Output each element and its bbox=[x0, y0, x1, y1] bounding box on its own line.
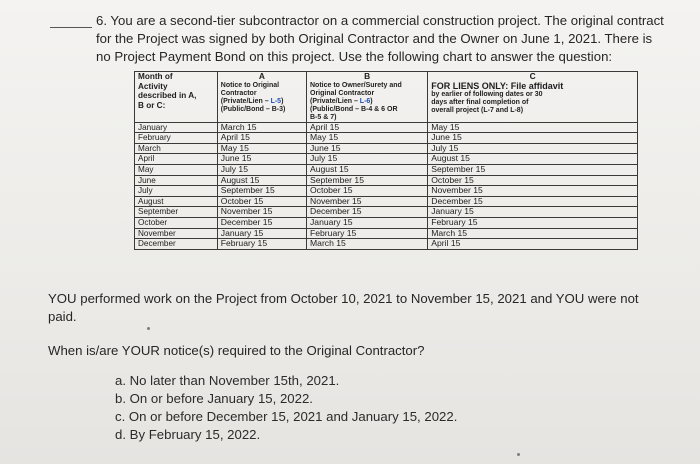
answer-options bbox=[115, 372, 457, 444]
cell-lien-affidavit: May 15 bbox=[428, 122, 638, 133]
question-prompt: When is/are YOUR notice(s) required to the Original Contractor? bbox=[48, 343, 425, 358]
cell-month: September bbox=[135, 207, 218, 218]
cell-month: May bbox=[135, 164, 218, 175]
answer-option-b[interactable]: b. On or before January 15, 2022. bbox=[115, 391, 313, 406]
cell-month: March bbox=[135, 143, 218, 154]
chart-row bbox=[135, 196, 638, 207]
cell-notice-original-contractor: November 15 bbox=[217, 207, 306, 218]
notice-deadline-chart bbox=[134, 71, 638, 250]
question-line: no Project Payment Bond on this project. Use the following chart to answer the question: bbox=[96, 49, 613, 64]
cell-notice-owner-surety: November 15 bbox=[307, 196, 428, 207]
cell-notice-original-contractor: June 15 bbox=[217, 154, 306, 165]
chart-body bbox=[135, 122, 638, 249]
cell-month: April bbox=[135, 154, 218, 165]
chart-row bbox=[135, 154, 638, 165]
cell-notice-owner-surety: April 15 bbox=[307, 122, 428, 133]
scenario-text bbox=[48, 290, 688, 326]
cell-notice-owner-surety: October 15 bbox=[307, 186, 428, 197]
answer-option-c[interactable]: c. On or before December 15, 2021 and January 15, 2022. bbox=[115, 409, 458, 424]
cell-notice-owner-surety: December 15 bbox=[307, 207, 428, 218]
cell-notice-original-contractor: July 15 bbox=[217, 164, 306, 175]
cell-month: October bbox=[135, 217, 218, 228]
answer-blank-line bbox=[50, 27, 92, 28]
header-column-a: A Notice to Original Contractor (Private/Lien – L-5) (Public/Bond – B-3) bbox=[217, 72, 306, 123]
cell-month: July bbox=[135, 186, 218, 197]
header-column-c: C FOR LIENS ONLY: File affidavit by earlier of following dates or 30 days after final completion of overall project (L-7 and L-8) bbox=[428, 72, 638, 123]
cell-notice-owner-surety: January 15 bbox=[307, 217, 428, 228]
cell-notice-owner-surety: March 15 bbox=[307, 239, 428, 250]
chart-row bbox=[135, 207, 638, 218]
cell-notice-original-contractor: April 15 bbox=[217, 133, 306, 144]
cell-notice-original-contractor: December 15 bbox=[217, 217, 306, 228]
answer-option-d[interactable]: d. By February 15, 2022. bbox=[115, 427, 261, 442]
header-month-of-activity: Month of Activity described in A, B or C: bbox=[135, 72, 218, 123]
chart-row bbox=[135, 228, 638, 239]
cell-lien-affidavit: March 15 bbox=[428, 228, 638, 239]
cell-lien-affidavit: December 15 bbox=[428, 196, 638, 207]
cell-lien-affidavit: August 15 bbox=[428, 154, 638, 165]
question-text bbox=[96, 12, 696, 66]
cell-notice-owner-surety: September 15 bbox=[307, 175, 428, 186]
chart-row bbox=[135, 133, 638, 144]
cell-notice-owner-surety: May 15 bbox=[307, 133, 428, 144]
cell-notice-original-contractor: August 15 bbox=[217, 175, 306, 186]
cell-lien-affidavit: October 15 bbox=[428, 175, 638, 186]
cell-notice-owner-surety: July 15 bbox=[307, 154, 428, 165]
chart-row bbox=[135, 175, 638, 186]
cell-month: June bbox=[135, 175, 218, 186]
cell-lien-affidavit: September 15 bbox=[428, 164, 638, 175]
cell-month: November bbox=[135, 228, 218, 239]
cell-lien-affidavit: November 15 bbox=[428, 186, 638, 197]
cell-notice-original-contractor: October 15 bbox=[217, 196, 306, 207]
cell-month: January bbox=[135, 122, 218, 133]
chart-header-row bbox=[135, 72, 638, 123]
cell-notice-original-contractor: May 15 bbox=[217, 143, 306, 154]
cell-lien-affidavit: July 15 bbox=[428, 143, 638, 154]
answer-option-a[interactable]: a. No later than November 15th, 2021. bbox=[115, 373, 340, 388]
paper-speck bbox=[147, 327, 150, 330]
question-line: for the Project was signed by both Original Contractor and the Owner on June 1, 2021. There is bbox=[96, 31, 653, 46]
cell-notice-original-contractor: March 15 bbox=[217, 122, 306, 133]
cell-notice-original-contractor: September 15 bbox=[217, 186, 306, 197]
question-line: 6. You are a second-tier subcontractor on a commercial construction project. The original contract bbox=[96, 13, 664, 28]
scenario-line: paid. bbox=[48, 309, 77, 324]
scenario-line: YOU performed work on the Project from October 10, 2021 to November 15, 2021 and YOU were not bbox=[48, 291, 639, 306]
cell-notice-owner-surety: June 15 bbox=[307, 143, 428, 154]
cell-notice-original-contractor: February 15 bbox=[217, 239, 306, 250]
chart-row bbox=[135, 239, 638, 250]
chart-row bbox=[135, 186, 638, 197]
cell-lien-affidavit: February 15 bbox=[428, 217, 638, 228]
cell-notice-original-contractor: January 15 bbox=[217, 228, 306, 239]
cell-lien-affidavit: April 15 bbox=[428, 239, 638, 250]
cell-month: August bbox=[135, 196, 218, 207]
chart-row bbox=[135, 217, 638, 228]
chart-row bbox=[135, 122, 638, 133]
cell-month: February bbox=[135, 133, 218, 144]
chart-row bbox=[135, 164, 638, 175]
paper-speck bbox=[517, 453, 520, 456]
header-column-b: B Notice to Owner/Surety and Original Contractor (Private/Lien – L-6) (Public/Bond – B-4 & 6 OR B-5 & 7) bbox=[307, 72, 428, 123]
chart-row bbox=[135, 143, 638, 154]
cell-notice-owner-surety: August 15 bbox=[307, 164, 428, 175]
cell-notice-owner-surety: February 15 bbox=[307, 228, 428, 239]
cell-lien-affidavit: January 15 bbox=[428, 207, 638, 218]
cell-lien-affidavit: June 15 bbox=[428, 133, 638, 144]
cell-month: December bbox=[135, 239, 218, 250]
